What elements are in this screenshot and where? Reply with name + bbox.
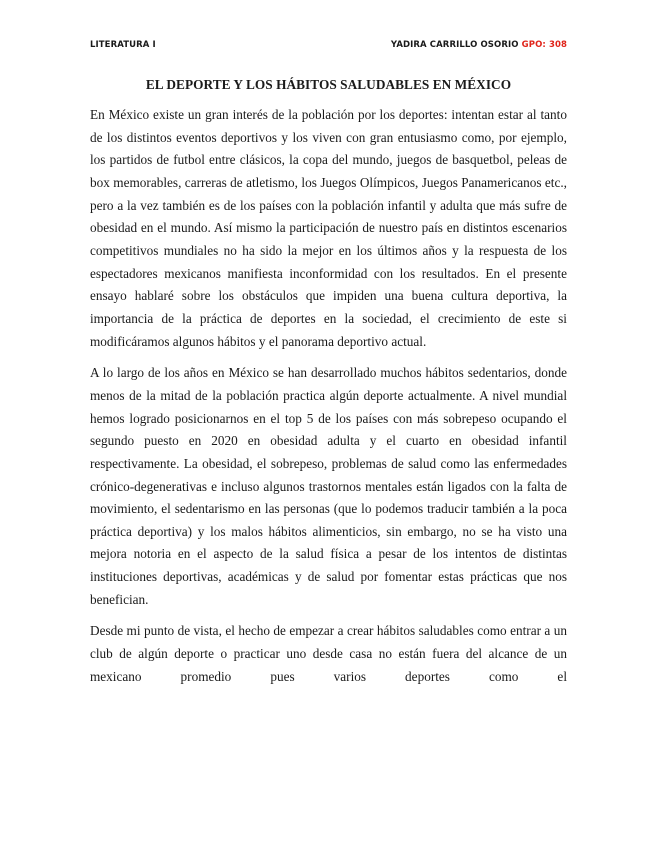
document-body: [90, 104, 567, 697]
document-title: EL DEPORTE Y LOS HÁBITOS SALUDABLES EN MÉXICO: [145, 77, 512, 92]
paragraph-1: En México existe un gran interés de la población por los deportes: intentan estar al tanto de los distintos eventos deportivos y los viven con gran entusiasmo como, por ejemplo, los partidos de futbol entre clásicos, la copa del mundo, juegos de basquetbol, peleas de box memorables, carreras de atletismo, los Juegos Olímpicos, Juegos Panamericanos etc., pero a la vez también es de los países con la población infantil y adulta que más sufre de obesidad en el mundo. Así mismo la participación de nuestro país en distintos escenarios competitivos mundiales no ha sido la mejor en los últimos años y la respuesta de los espectadores mexicanos manifiesta inconformidad con los resultados. En el presente ensayo hablaré sobre los obstáculos que impiden una buena cultura deportiva, la importancia de la práctica de deportes en la sociedad, el crecimiento de este si modificáramos algunos hábitos y el panorama deportivo actual.: [90, 107, 567, 349]
course-label: LITERATURA I: [90, 40, 156, 50]
paragraph-3: Desde mi punto de vista, el hecho de empezar a crear hábitos saludables como entrar a un club de algún deporte o practicar uno desde casa no están fuera del alcance de un mexicano promedio pues varios deportes como el: [90, 623, 567, 684]
author-name: YADIRA CARRILLO OSORIO: [390, 40, 519, 50]
page-header: [90, 40, 567, 54]
author-group: [391, 40, 567, 50]
group-label: GPO: 308: [521, 40, 567, 50]
paragraph-2: A lo largo de los años en México se han desarrollado muchos hábitos sedentarios, donde menos de la mitad de la población practica algún deporte actualmente. A nivel mundial hemos logrado posicionarnos en el top 5 de los países con más sobrepeso ocupando el segundo puesto en 2020 en obesidad adulta y el cuarto en obesidad infantil respectivamente. La obesidad, el sobrepeso, problemas de salud como las enfermedades crónico-degenerativas e incluso algunos trastornos mentales están ligados con la falta de movimiento, el sedentarismo en las personas (que lo podemos traducir también a la poca práctica deportiva) y los malos hábitos alimenticios, sin embargo, no se ha visto una mejora notoria en el aspecto de la salud física a pesar de los intentos de distintas instituciones deportivas, académicas y de salud por fomentar estas prácticas que nos benefician.: [90, 365, 567, 607]
